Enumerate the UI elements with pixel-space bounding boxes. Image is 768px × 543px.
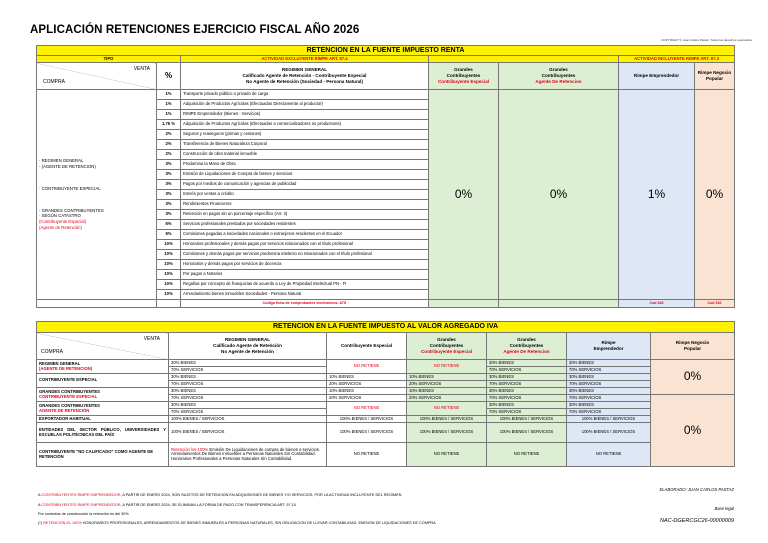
iva-cell: 70% SERVICIOS bbox=[487, 395, 567, 402]
excluyente-label: ACTIVIDAD EXCLUYENTE RIMPE ART. 97.4 bbox=[181, 56, 429, 63]
iva-cell: NO RETIENE bbox=[327, 360, 407, 374]
renta-row-pct: 2% bbox=[157, 130, 181, 140]
renta-row-pct: 5% bbox=[157, 220, 181, 230]
renta-row-desc: Rendimientos Financieros bbox=[181, 200, 429, 210]
copyright-text: COPYRIGHT © Juan Carlos Pastaz. Todos los derechos reservados bbox=[661, 38, 752, 42]
renta-row-desc: Arrendamiento bienes inmuebles Sociedades - Persona Natural bbox=[181, 290, 429, 300]
col-grandes-contribuyentes-ar: Grandes Contribuyentes Agente De Retencion bbox=[499, 63, 619, 90]
renta-row-desc: Por pagos a Notarios bbox=[181, 270, 429, 280]
iva-cell: 70% SERVICIOS bbox=[169, 395, 327, 402]
iva-cell: 100% BIENES / SERVICIOS bbox=[327, 416, 407, 423]
iva-cell: 100% BIENES / SERVICIOS bbox=[327, 423, 407, 443]
iva-cell: 70% SERVICIOS bbox=[487, 367, 567, 374]
iva-venta-label: VENTA bbox=[143, 336, 160, 342]
iva-row-no-calificado: CONTRIBUYENTE "NO CALIFICADO" COMO AGENTE DE RETENCIÓN bbox=[37, 443, 169, 467]
iva-col-regimen-general: REGIMEN GENERAL Calificado Agente de Retención No Agente de Retención bbox=[169, 333, 327, 360]
iva-table bbox=[36, 321, 735, 467]
left-margin-dots: · · · · · · · bbox=[36, 251, 38, 280]
base-legal-label: Base legal bbox=[714, 506, 734, 511]
renta-row-desc: Adquisición de Productos Agrícolas (Efectuados Directamente al productor) bbox=[181, 100, 429, 110]
renta-gc-ce-value: 0% bbox=[429, 90, 499, 300]
renta-row-desc: Transferencia de Bienes Naturaleza Corporal bbox=[181, 140, 429, 150]
renta-row-desc: Emisión de Liquidaciones de Compra de bienes y servicios bbox=[181, 170, 429, 180]
renta-row-desc: RIMPE Emprendedor (Bienes - Servicios) bbox=[181, 110, 429, 120]
renta-row-desc: Predomina la Mano de Obra bbox=[181, 160, 429, 170]
renta-row-pct: 10% bbox=[157, 260, 181, 270]
iva-cell: 100% BIENES / SERVICIOS bbox=[487, 416, 567, 423]
col-regimen-general: REGIMEN GENERAL Calificado Agente de Retención - Contribuyente Especial No Agente de Retención (Sociedad - Persona Natural) bbox=[181, 63, 429, 90]
iva-cell: 70% SERVICIOS bbox=[487, 409, 567, 416]
iva-popular-top-value: 0% bbox=[651, 360, 735, 395]
renta-gc-ar-value: 0% bbox=[499, 90, 619, 300]
compra-label: COMPRA bbox=[43, 78, 65, 85]
iva-cell: 10% BIENES bbox=[407, 388, 487, 395]
iva-cell: 70% SERVICIOS bbox=[567, 409, 651, 416]
tipo-label: TIPO bbox=[37, 56, 181, 63]
iva-col-rimpe-emprendedor: Rimpe Emprendedor bbox=[567, 333, 651, 360]
iva-cell: 70% SERVICIOS bbox=[487, 381, 567, 388]
iva-cell: 100% BIENES / SERVICIOS bbox=[487, 423, 567, 443]
iva-cell: 70% SERVICIOS bbox=[567, 395, 651, 402]
iva-cell: NO RETIENE bbox=[407, 402, 487, 416]
renta-row-pct: 10% bbox=[157, 290, 181, 300]
renta-section-title: RETENCION EN LA FUENTE IMPUESTO RENTA bbox=[37, 46, 735, 56]
renta-row-desc: Comisiones pagadas a sociedades nacionales o extranjeros residentes en el Ecuador bbox=[181, 230, 429, 240]
nac-resolution: NAC-DGERCGC26-00000009 bbox=[660, 518, 734, 524]
iva-cell: 70% SERVICIOS bbox=[169, 381, 327, 388]
iva-col-gc-ar: Grandes Contribuyentes Agente De Retencion bbox=[487, 333, 567, 360]
iva-cell: 70% SERVICIOS bbox=[169, 409, 327, 416]
renta-row-pct: 3% bbox=[157, 170, 181, 180]
iva-row-entidades: ENTIDADES DEL SECTOR PÚBLICO, UNIVERSIDADES Y ESCUELAS POLITÉCNICAS DEL PAÍS bbox=[37, 423, 169, 443]
col-grandes-contribuyentes-ce: Grandes Contribuyentes Contribuyente Especial bbox=[429, 63, 499, 90]
iva-cell: NO RETIENE bbox=[327, 402, 407, 416]
renta-row-desc: Honorarios profesionales y demás pagos por servicios relacionados con el título profesional bbox=[181, 240, 429, 250]
iva-compra-label: COMPRA bbox=[41, 348, 63, 355]
renta-row-pct: 1% bbox=[157, 90, 181, 100]
iva-cell: 30% BIENES bbox=[169, 402, 327, 409]
iva-cell: 30% BIENES bbox=[567, 402, 651, 409]
renta-row-desc: Honorarios y demás pagos por servicios de docencia bbox=[181, 260, 429, 270]
renta-row-pct: 1% bbox=[157, 110, 181, 120]
renta-row-desc: Interés por ventas a crédito bbox=[181, 190, 429, 200]
renta-row-pct: 10% bbox=[157, 280, 181, 290]
iva-row-contribuyente-especial: CONTRIBUYENTE ESPECIAL bbox=[37, 374, 169, 388]
codigo-ficha-label: Codigo ficha de comprobantes electronicos, ATS bbox=[181, 300, 429, 308]
renta-row-desc: Pagos por medios de comunicación y agencias de publicidad bbox=[181, 180, 429, 190]
renta-row-pct: 5% bbox=[157, 230, 181, 240]
note-2: A CONTRIBUYENTES RIMPE EMPRENDEDOR, A PARTIR DE ENERO 2024, SE ELIMINAN LA FORMA DE PAGO CON TRANSFERENCIA ART. 97.10 bbox=[38, 503, 296, 507]
iva-cell: 30% BIENES bbox=[169, 360, 327, 367]
iva-row-gc-ar: GRANDES CONTRIBUYENTES AGENTE DE RETENCIÓN bbox=[37, 402, 169, 416]
iva-cell: 70% SERVICIOS bbox=[169, 367, 327, 374]
renta-row-desc: Retención en pagos sin un porcentaje específico (Art. 3) bbox=[181, 210, 429, 220]
renta-row-pct: 10% bbox=[157, 270, 181, 280]
renta-row-desc: Transporte privado público o privado de carga bbox=[181, 90, 429, 100]
iva-cell: 30% BIENES bbox=[169, 374, 327, 381]
iva-cell: 100% BIENES / SERVICIOS bbox=[407, 416, 487, 423]
iva-cell: 100% BIENES / SERVICIOS bbox=[169, 423, 327, 443]
iva-cell: NO RETIENE bbox=[407, 360, 487, 374]
iva-cell: NO RETIENE bbox=[407, 443, 487, 467]
renta-row-pct: 3% bbox=[157, 190, 181, 200]
iva-row-exportador: EXPORTADOR HABITUAL bbox=[37, 416, 169, 423]
renta-row-pct: 10% bbox=[157, 250, 181, 260]
iva-cell: 30% BIENES bbox=[487, 360, 567, 367]
note-3: Por contratos de construcción la retención es del 30% bbox=[38, 512, 129, 516]
iva-cell: 100% BIENES / SERVICIOS bbox=[407, 423, 487, 443]
iva-section-title: RETENCION EN LA FUENTE IMPUESTO AL VALOR AGREGADO IVA bbox=[37, 322, 735, 333]
iva-cell: 30% BIENES bbox=[169, 388, 327, 395]
iva-cell: NO RETIENE bbox=[487, 443, 567, 467]
renta-row-pct: 3% bbox=[157, 180, 181, 190]
renta-emprendedor-value: 1% bbox=[619, 90, 695, 300]
renta-row-desc: Regalías por concepto de franquicias de acuerdo a Ley de Propiedad Intelectual PN - FI bbox=[181, 280, 429, 290]
iva-cell: 10% BIENES bbox=[407, 374, 487, 381]
iva-cell: 30% BIENES bbox=[487, 388, 567, 395]
iva-cell: 70% SERVICIOS bbox=[567, 367, 651, 374]
renta-row-pct: 1% bbox=[157, 100, 181, 110]
iva-col-rimpe-popular: Rimpe Negocio Popular bbox=[651, 333, 735, 360]
page-title: APLICACIÓN RETENCIONES EJERCICIO FISCAL AÑO 2026 bbox=[30, 24, 360, 36]
renta-row-pct: 3% bbox=[157, 160, 181, 170]
iva-cell: NO RETIENE bbox=[567, 443, 651, 467]
renta-row-pct: 2% bbox=[157, 150, 181, 160]
iva-col-gc-ce: Grandes Contribuyentes Contribuyente Especial bbox=[407, 333, 487, 360]
renta-row-desc: Construcción de obra material inmueble bbox=[181, 150, 429, 160]
renta-popular-value: 0% bbox=[695, 90, 735, 300]
cod-popular: Cod 332 bbox=[695, 300, 735, 308]
iva-cell: 100% BIENES / SERVICIOS bbox=[567, 416, 651, 423]
iva-cell: 20% SERVICIOS bbox=[407, 395, 487, 402]
venta-label: VENTA bbox=[133, 66, 150, 72]
iva-cell: 70% SERVICIOS bbox=[567, 381, 651, 388]
col-rimpe-popular: Rimpe Negocio Popular bbox=[695, 63, 735, 90]
renta-row bbox=[37, 90, 735, 100]
iva-popular-bottom-value: 0% bbox=[651, 395, 735, 467]
renta-row-desc: Seguros y reaseguros (primas y cesiones) bbox=[181, 130, 429, 140]
note-1: A CONTRIBUYENTES RIMPE EMPRENDEDOR, A PARTIR DE ENERO 2024, SON SUJETOS DE RETENCION EN ADQUISIONES DE BIENES Y/O SERVICIOS, POR LA ACTIVIDAD INCLUYENTE DEL REGIMEN bbox=[38, 493, 402, 497]
iva-cell: 20% SERVICIOS bbox=[327, 395, 407, 402]
renta-table bbox=[36, 45, 735, 308]
iva-cell: 10% BIENES bbox=[327, 374, 407, 381]
iva-cell: 20% SERVICIOS bbox=[327, 381, 407, 388]
note-4: (*) RETENCION EL 100% HONORARIOS PROFESIONALES, ARRENDAMIENTOS DE BIENES INMUEBLES A PERSONAS NATURALES, SIN OBLIGACION DE LLEVAR CONTABILIDAD, EMISION DE LIQUIDACIONES DE COMPRA bbox=[38, 521, 436, 525]
iva-cell: 20% SERVICIOS bbox=[407, 381, 487, 388]
incluyente-label: ACTIVIDAD INCLUYENTE RIMPE ART. 97.3 bbox=[619, 56, 735, 63]
iva-cell: NO RETIENE bbox=[327, 443, 407, 467]
iva-venta-compra-corner bbox=[37, 333, 169, 360]
renta-row-desc: Comisiones y demás pagos por servicios predomina intelecto no relacionados con el título profesional bbox=[181, 250, 429, 260]
iva-cell: 30% BIENES bbox=[567, 360, 651, 367]
renta-row-pct: 3% bbox=[157, 200, 181, 210]
pct-header: % bbox=[157, 63, 181, 90]
iva-col-contribuyente-especial: Contribuyente Especial bbox=[327, 333, 407, 360]
renta-row-pct: 10% bbox=[157, 240, 181, 250]
iva-row-gc-ce: GRANDES CONTRIBUYENTES CONTRIBUYENTE ESPECIAL bbox=[37, 388, 169, 402]
iva-cell: 10% BIENES bbox=[327, 388, 407, 395]
renta-row-pct: 2% bbox=[157, 140, 181, 150]
renta-row-pct: 1.75 % bbox=[157, 120, 181, 130]
venta-compra-corner bbox=[37, 63, 157, 90]
elaborado-label: ELABORADO: JUAN CARLOS PASTAZ bbox=[659, 487, 734, 492]
iva-cell: 30% BIENES bbox=[567, 374, 651, 381]
renta-row-pct: 3% bbox=[157, 210, 181, 220]
iva-cell: 30% BIENES bbox=[567, 388, 651, 395]
iva-cell: 30% BIENES bbox=[487, 402, 567, 409]
iva-no-calificado-text: Retención los 100% Emisión De Liquidaciones de compra de bienes o servicios. Arrendamientos De Bienes Inmuebles a Personas Naturales Sin Contabilidad. Honorarios Profesionales a Personas Naturales Sin Contabilidad. bbox=[169, 443, 327, 467]
iva-cell: 100% BIENES / SERVICIOS bbox=[567, 423, 651, 443]
iva-cell: 100% BIENES / SERVICIOS bbox=[169, 416, 327, 423]
renta-row-desc: Servicios profesionales prestados por sociedades residentes bbox=[181, 220, 429, 230]
renta-row-desc: Adquisición de Productos Agrícolas (Efectuados a comercializadores no productores) bbox=[181, 120, 429, 130]
iva-cell: 30% BIENES bbox=[487, 374, 567, 381]
cod-emprendedor: Cod 343 bbox=[619, 300, 695, 308]
col-rimpe-emprendedor: Rimpe Emprendedor bbox=[619, 63, 695, 90]
renta-left-labels: · REGIMEN GENERAL · (AGENTE DE RETENCION) · CONTRIBUYENTE ESPECIAL · GRANDES CONTRIBUYENTES · SEGÚN CATASTRO (Contribuyente Especial) (Agente de Retención) bbox=[37, 90, 157, 300]
iva-row-regimen-general: REGIMEN GENERAL (AGENTE DE RETENCION) bbox=[37, 360, 169, 374]
